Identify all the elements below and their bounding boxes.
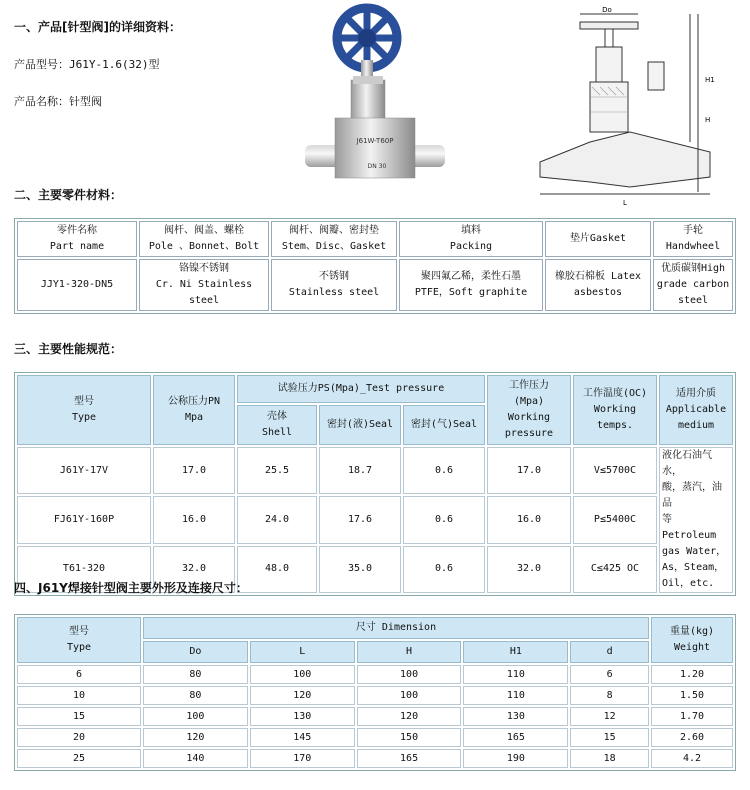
perf-cell: 0.6	[403, 546, 485, 593]
mat-header-pole: 阀杆、阀盖、螺栓 Pole 、Bonnet、Bolt	[139, 221, 269, 257]
mat-row-pole: 铬镍不锈钢 Cr. Ni Stainless steel	[139, 259, 269, 311]
mat-row-model: JJY1-320-DN5	[17, 259, 137, 311]
mat-header-packing: 填料 Packing	[399, 221, 543, 257]
perf-header-working-pressure: 工作压力 (Mpa) Working pressure	[487, 375, 571, 445]
perf-header-test-pressure: 试验压力PS(Mpa)_Test pressure	[237, 375, 485, 403]
perf-cell: 17.6	[319, 496, 401, 543]
perf-cell: 24.0	[237, 496, 317, 543]
perf-cell: 16.0	[153, 496, 235, 543]
dim-cell: 100	[250, 665, 355, 684]
dimensions-table-wrap	[14, 614, 736, 771]
drawing-h-label: H	[705, 116, 711, 124]
section2-title: 二、主要零件材料：	[14, 188, 123, 202]
mat-header-part-name: 零件名称 Part name	[17, 221, 137, 257]
dim-cell: 15	[570, 728, 649, 747]
drawing-do-label: Do	[602, 6, 612, 14]
drawing-l-label: L	[623, 199, 627, 207]
dim-cell: 130	[463, 707, 568, 726]
mat-row-packing: 聚四氟乙稀，柔性石墨 PTFE，Soft graphite	[399, 259, 543, 311]
perf-row	[17, 447, 733, 494]
perf-header-type: 型号 Type	[17, 375, 151, 445]
dim-cell: 18	[570, 749, 649, 768]
dim-header-col: L	[250, 641, 355, 663]
materials-data-row	[17, 259, 733, 311]
dim-cell: 2.60	[651, 728, 733, 747]
dim-cell: 8	[570, 686, 649, 705]
dim-cell: 145	[250, 728, 355, 747]
perf-cell: 18.7	[319, 447, 401, 494]
dim-header-col: Do	[143, 641, 248, 663]
dim-cell: 80	[143, 665, 248, 684]
dim-cell: 6	[17, 665, 141, 684]
dim-cell: 170	[250, 749, 355, 768]
mat-row-gasket: 橡胶石棉板 Latex asbestos	[545, 259, 651, 311]
photo-body-text-1: J61W-T60P	[356, 137, 394, 145]
perf-medium-cell: 液化石油气水， 酸，蒸汽，油品 等 Petroleum gas Water， As，Steam， Oil，etc.	[659, 447, 733, 593]
mat-header-handwheel: 手轮Handwheel	[653, 221, 733, 257]
perf-cell: T61-320	[17, 546, 151, 593]
photo-body-text-2: DN 30	[367, 163, 387, 170]
dim-row	[17, 686, 733, 705]
dim-cell: 110	[463, 665, 568, 684]
product-name-line: 产品名称：针型阀	[14, 95, 102, 108]
dim-cell: 165	[357, 749, 462, 768]
mat-row-stem: 不锈钢 Stainless steel	[271, 259, 397, 311]
dim-cell: 190	[463, 749, 568, 768]
materials-header-row	[17, 221, 733, 257]
perf-cell: 0.6	[403, 447, 485, 494]
dim-cell: 12	[570, 707, 649, 726]
perf-cell: C≤425 OC	[573, 546, 657, 593]
dim-cell: 110	[463, 686, 568, 705]
dim-header-weight: 重量(kg) Weight	[651, 617, 733, 663]
perf-cell: 17.0	[153, 447, 235, 494]
dim-cell: 165	[463, 728, 568, 747]
dim-row	[17, 665, 733, 684]
dim-cell: 150	[357, 728, 462, 747]
mat-header-stem: 阀杆、阀瓣、密封垫 Stem、Disc、Gasket	[271, 221, 397, 257]
perf-cell: 48.0	[237, 546, 317, 593]
perf-cell: J61Y-17V	[17, 447, 151, 494]
dim-header-row-1	[17, 617, 733, 639]
section1-title: 一、产品[针型阀]的详细资料：	[14, 20, 181, 34]
section3-title: 三、主要性能规范：	[14, 342, 123, 356]
perf-cell: 17.0	[487, 447, 571, 494]
dim-cell: 1.50	[651, 686, 733, 705]
perf-cell: 35.0	[319, 546, 401, 593]
perf-cell: 32.0	[153, 546, 235, 593]
dim-cell: 120	[357, 707, 462, 726]
performance-table-wrap	[14, 372, 736, 596]
perf-cell: P≤5400C	[573, 496, 657, 543]
dim-cell: 20	[17, 728, 141, 747]
perf-header-pn: 公称压力PN Mpa	[153, 375, 235, 445]
mat-row-handwheel: 优质碳钢High grade carbon steel	[653, 259, 733, 311]
dim-cell: 1.20	[651, 665, 733, 684]
dim-header-col: d	[570, 641, 649, 663]
dim-cell: 80	[143, 686, 248, 705]
product-model-line: 产品型号：J61Y-1.6(32)型	[14, 58, 160, 71]
dim-cell: 1.70	[651, 707, 733, 726]
perf-row	[17, 496, 733, 543]
perf-header-shell: 壳体 Shell	[237, 405, 317, 445]
perf-cell: 16.0	[487, 496, 571, 543]
dimensions-table	[14, 614, 736, 771]
perf-header-seal-liquid: 密封(液)Seal	[319, 405, 401, 445]
dim-cell: 25	[17, 749, 141, 768]
dim-row	[17, 707, 733, 726]
perf-cell: FJ61Y-160P	[17, 496, 151, 543]
drawing-h1-label: H1	[705, 76, 715, 84]
perf-cell: 0.6	[403, 496, 485, 543]
dim-cell: 120	[250, 686, 355, 705]
perf-cell: V≤5700C	[573, 447, 657, 494]
dim-cell: 140	[143, 749, 248, 768]
dim-cell: 10	[17, 686, 141, 705]
dim-row	[17, 728, 733, 747]
materials-table	[14, 218, 736, 314]
dim-cell: 15	[17, 707, 141, 726]
perf-header-medium: 适用介质 Applicable medium	[659, 375, 733, 445]
dim-cell: 100	[357, 665, 462, 684]
perf-header-temp: 工作温度(OC) Working temps.	[573, 375, 657, 445]
section4-title: 四、J61Y焊接针型阀主要外形及连接尺寸：	[14, 581, 248, 595]
perf-header-seal-gas: 密封(气)Seal	[403, 405, 485, 445]
perf-cell: 25.5	[237, 447, 317, 494]
dim-header-dimension: 尺寸 Dimension	[143, 617, 649, 639]
dim-cell: 4.2	[651, 749, 733, 768]
dim-cell: 130	[250, 707, 355, 726]
mat-header-gasket: 垫片Gasket	[545, 221, 651, 257]
materials-table-wrap	[14, 218, 736, 314]
dim-cell: 6	[570, 665, 649, 684]
valve-technical-drawing	[520, 2, 745, 212]
dim-header-type: 型号 Type	[17, 617, 141, 663]
perf-header-row-1	[17, 375, 733, 403]
dim-header-col: H	[357, 641, 462, 663]
performance-table	[14, 372, 736, 596]
handwheel-icon	[337, 8, 397, 68]
dim-cell: 120	[143, 728, 248, 747]
dim-cell: 100	[143, 707, 248, 726]
dim-row	[17, 749, 733, 768]
perf-cell: 32.0	[487, 546, 571, 593]
dim-header-col: H1	[463, 641, 568, 663]
valve-photo	[295, 0, 470, 185]
dim-cell: 100	[357, 686, 462, 705]
